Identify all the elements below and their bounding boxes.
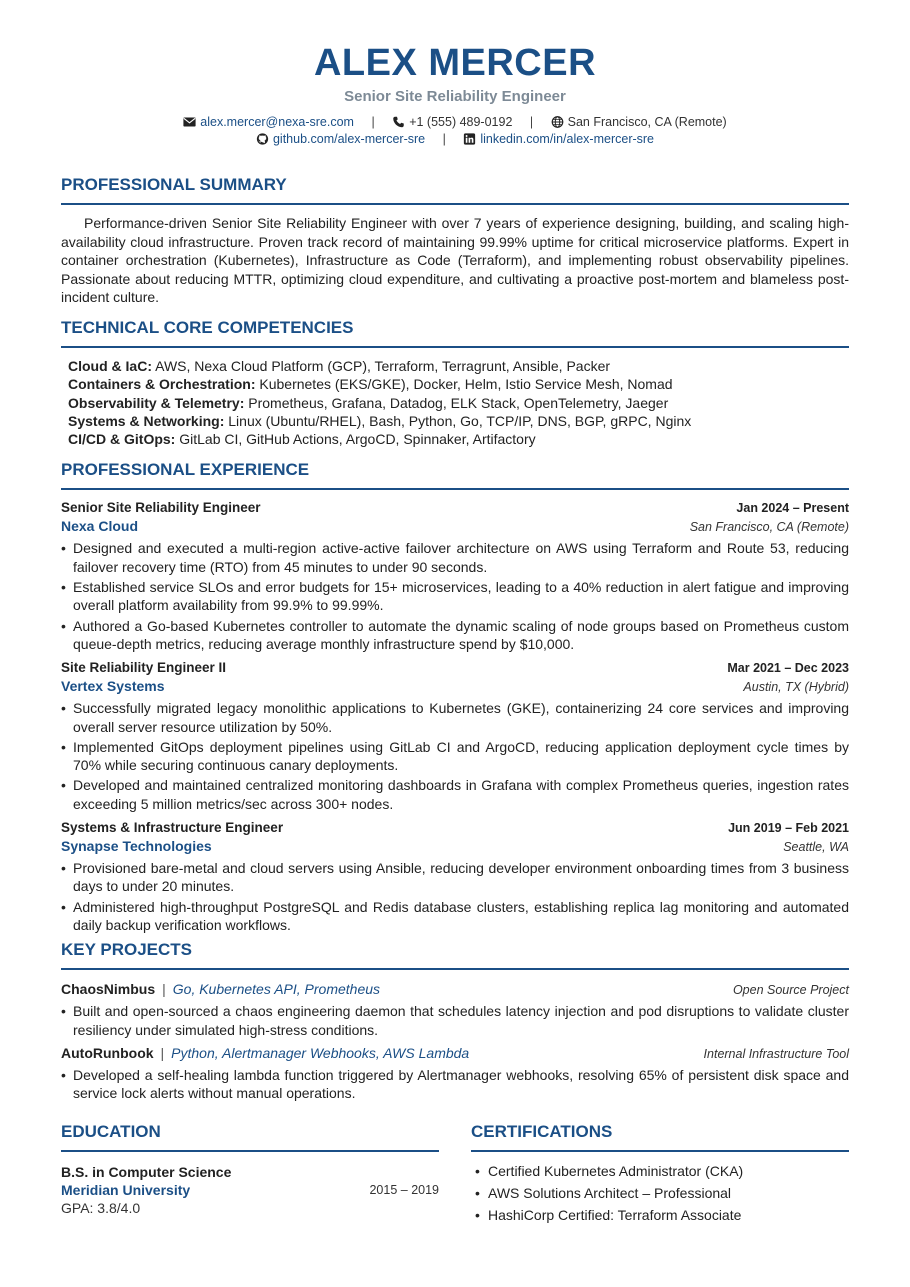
education-section bbox=[61, 1122, 439, 1226]
contact-separator: | bbox=[442, 132, 446, 146]
degree: B.S. in Computer Science bbox=[61, 1164, 232, 1181]
skill-label: Cloud & IaC: bbox=[68, 357, 152, 374]
job-location: Seattle, WA bbox=[783, 840, 849, 855]
skill-row bbox=[68, 394, 849, 412]
skill-label: Containers & Orchestration: bbox=[68, 376, 256, 393]
section-heading-certifications: CERTIFICATIONS bbox=[471, 1122, 613, 1142]
skill-row bbox=[68, 375, 849, 393]
section-divider bbox=[61, 1150, 439, 1152]
list-item: • Successfully migrated legacy monolithic applications to Kubernetes (GKE), containerizing 24 core services and improving overall server resource utilization by 50%. bbox=[61, 699, 849, 736]
job-title: Site Reliability Engineer II bbox=[61, 660, 227, 676]
gpa: GPA: 3.8/4.0 bbox=[61, 1200, 141, 1217]
project-type: Open Source Project bbox=[732, 983, 849, 998]
skill-value: AWS, Nexa Cloud Platform (GCP), Terraform, Terragrunt, Ansible, Packer bbox=[155, 357, 611, 374]
list-item: • HashiCorp Certified: Terraform Associate bbox=[471, 1204, 849, 1226]
skill-row bbox=[68, 412, 849, 430]
projects-section bbox=[61, 940, 849, 1102]
phone-icon bbox=[392, 116, 405, 128]
skill-row bbox=[68, 357, 849, 375]
company-name: Vertex Systems bbox=[61, 678, 165, 695]
job-header bbox=[61, 819, 849, 837]
skills-list bbox=[61, 357, 849, 448]
job-dates: Jun 2019 – Feb 2021 bbox=[728, 821, 849, 836]
section-divider bbox=[61, 346, 849, 348]
list-item: • Authored a Go-based Kubernetes controller to automate the dynamic scaling of node groups based on Prometheus custom queue-depth metrics, reducing average monthly infrastructure spend by $10,000. bbox=[61, 617, 849, 654]
project-bullets bbox=[61, 1002, 849, 1039]
project-name: ChaosNimbus bbox=[61, 981, 156, 998]
contact-separator: | bbox=[371, 115, 375, 129]
project-separator: | bbox=[160, 1044, 165, 1061]
job-bullets bbox=[61, 859, 849, 934]
linkedin-icon bbox=[463, 133, 476, 145]
job-header bbox=[61, 659, 849, 677]
skill-label: CI/CD & GitOps: bbox=[68, 431, 176, 448]
list-item: • Provisioned bare-metal and cloud servers using Ansible, reducing developer environment onboarding times from 3 business days to under 20 minutes. bbox=[61, 859, 849, 896]
project-type: Internal Infrastructure Tool bbox=[703, 1046, 849, 1061]
section-divider bbox=[471, 1150, 849, 1152]
job-entry bbox=[61, 819, 849, 934]
job-entry bbox=[61, 659, 849, 813]
candidate-name: ALEX MERCER bbox=[313, 42, 597, 84]
list-item: • Administered high-throughput PostgreSQL and Redis database clusters, establishing replica lag monitoring and automated daily backup verification workflows. bbox=[61, 898, 849, 935]
linkedin-link[interactable]: linkedin.com/in/alex-mercer-sre bbox=[480, 132, 655, 146]
job-dates: Mar 2021 – Dec 2023 bbox=[727, 661, 849, 676]
job-subheader bbox=[61, 677, 849, 696]
skill-value: GitLab CI, GitHub Actions, ArgoCD, Spinnaker, Artifactory bbox=[179, 431, 536, 448]
job-header bbox=[61, 499, 849, 517]
email-link[interactable]: alex.mercer@nexa-sre.com bbox=[200, 115, 354, 129]
job-location: San Francisco, CA (Remote) bbox=[689, 520, 849, 535]
contact-separator: | bbox=[529, 115, 534, 129]
skill-value: Prometheus, Grafana, Datadog, ELK Stack, OpenTelemetry, Jaeger bbox=[248, 394, 669, 411]
job-location: Austin, TX (Hybrid) bbox=[743, 680, 849, 695]
list-item: • Designed and executed a multi-region active-active failover architecture on AWS using Terraform and Route 53, reducing failover recovery time (RTO) from 45 minutes to under 90 seconds. bbox=[61, 539, 849, 576]
job-title: Systems & Infrastructure Engineer bbox=[61, 820, 284, 836]
job-bullets bbox=[61, 539, 849, 653]
list-item: • Implemented GitOps deployment pipelines using GitLab CI and ArgoCD, reducing application deployment cycle times by 70% while securing continuous canary deployments. bbox=[61, 738, 849, 775]
project-separator: | bbox=[162, 981, 166, 998]
certifications-section bbox=[471, 1122, 849, 1226]
project-entry bbox=[61, 1044, 849, 1103]
globe-icon bbox=[551, 116, 564, 128]
section-heading-projects: KEY PROJECTS bbox=[61, 940, 193, 960]
skill-label: Observability & Telemetry: bbox=[68, 394, 245, 411]
section-heading-education: EDUCATION bbox=[61, 1122, 161, 1142]
github-icon bbox=[256, 133, 269, 145]
section-divider bbox=[61, 488, 849, 490]
project-entry bbox=[61, 980, 849, 1039]
job-title: Senior Site Reliability Engineer bbox=[61, 500, 261, 516]
job-subheader bbox=[61, 837, 849, 856]
section-heading-summary: PROFESSIONAL SUMMARY bbox=[61, 175, 287, 194]
candidate-title: Senior Site Reliability Engineer bbox=[344, 88, 566, 105]
section-divider bbox=[61, 968, 849, 970]
section-heading-skills: TECHNICAL CORE COMPETENCIES bbox=[61, 317, 354, 337]
certifications-list bbox=[471, 1160, 849, 1226]
section-heading-experience: PROFESSIONAL EXPERIENCE bbox=[61, 460, 310, 480]
github-link[interactable]: github.com/alex-mercer-sre bbox=[272, 132, 426, 146]
project-bullets bbox=[61, 1066, 849, 1103]
company-name: Synapse Technologies bbox=[61, 838, 212, 855]
summary-section bbox=[61, 175, 849, 307]
contact-row-secondary bbox=[61, 131, 849, 148]
envelope-icon bbox=[183, 116, 196, 128]
project-tech: Python, Alertmanager Webhooks, AWS Lambda bbox=[171, 1044, 470, 1061]
company-name: Nexa Cloud bbox=[61, 518, 139, 535]
list-item: • Built and open-sourced a chaos engineering daemon that schedules latency injection and pod disruptions to validate cluster resiliency under simulated high-stress conditions. bbox=[61, 1002, 849, 1039]
school-name: Meridian University bbox=[61, 1182, 191, 1199]
project-tech: Go, Kubernetes API, Prometheus bbox=[172, 981, 381, 998]
experience-section bbox=[61, 460, 849, 934]
phone-number: +1 (555) 489-0192 bbox=[409, 115, 513, 129]
skill-row bbox=[68, 430, 849, 448]
bottom-columns bbox=[61, 1122, 849, 1226]
list-item: • Certified Kubernetes Administrator (CKA) bbox=[471, 1160, 849, 1182]
skill-value: Kubernetes (EKS/GKE), Docker, Helm, Istio Service Mesh, Nomad bbox=[259, 376, 673, 393]
school-row bbox=[61, 1181, 439, 1199]
education-years: 2015 – 2019 bbox=[369, 1183, 439, 1198]
education-entry bbox=[61, 1163, 439, 1217]
skills-section bbox=[61, 318, 849, 448]
list-item: • Established service SLOs and error budgets for 15+ microservices, leading to a 40% reduction in alert fatigue and improving overall platform availability from 99.9% to 99.99%. bbox=[61, 578, 849, 615]
project-name: AutoRunbook bbox=[61, 1044, 154, 1061]
summary-paragraph: Performance-driven Senior Site Reliability Engineer with over 7 years of experience designing, building, and scaling high-availability cloud infrastructure. Proven track record of maintaining 99.99% uptime for critical microservice platforms. Expert in container orchestration (Kubernetes), Infrastructure as Code (Terraform), and implementing robust observability pipelines. Passionate about reducing MTTR, optimizing cloud expenditure, and cultivating a proactive post-mortem and blameless post-incident culture. bbox=[61, 215, 849, 306]
list-item: • AWS Solutions Architect – Professional bbox=[471, 1182, 849, 1204]
job-subheader bbox=[61, 517, 849, 536]
project-header bbox=[61, 1044, 849, 1063]
job-dates: Jan 2024 – Present bbox=[736, 501, 849, 516]
contact-row-primary bbox=[61, 114, 849, 131]
job-entry bbox=[61, 499, 849, 653]
section-divider bbox=[61, 203, 849, 205]
skill-label: Systems & Networking: bbox=[68, 412, 225, 429]
location-text: San Francisco, CA (Remote) bbox=[567, 115, 727, 129]
list-item: • Developed a self-healing lambda function triggered by Alertmanager webhooks, resolving 65% of persistent disk space and service lock alerts without manual operations. bbox=[61, 1066, 849, 1103]
list-item: • Developed and maintained centralized monitoring dashboards in Grafana with complex Prometheus queries, ingestion rates exceeding 5 million metrics/sec across 300+ nodes. bbox=[61, 776, 849, 813]
skill-value: Linux (Ubuntu/RHEL), Bash, Python, Go, TCP/IP, DNS, BGP, gRPC, Nginx bbox=[228, 412, 692, 429]
job-bullets bbox=[61, 699, 849, 813]
project-header bbox=[61, 980, 849, 999]
